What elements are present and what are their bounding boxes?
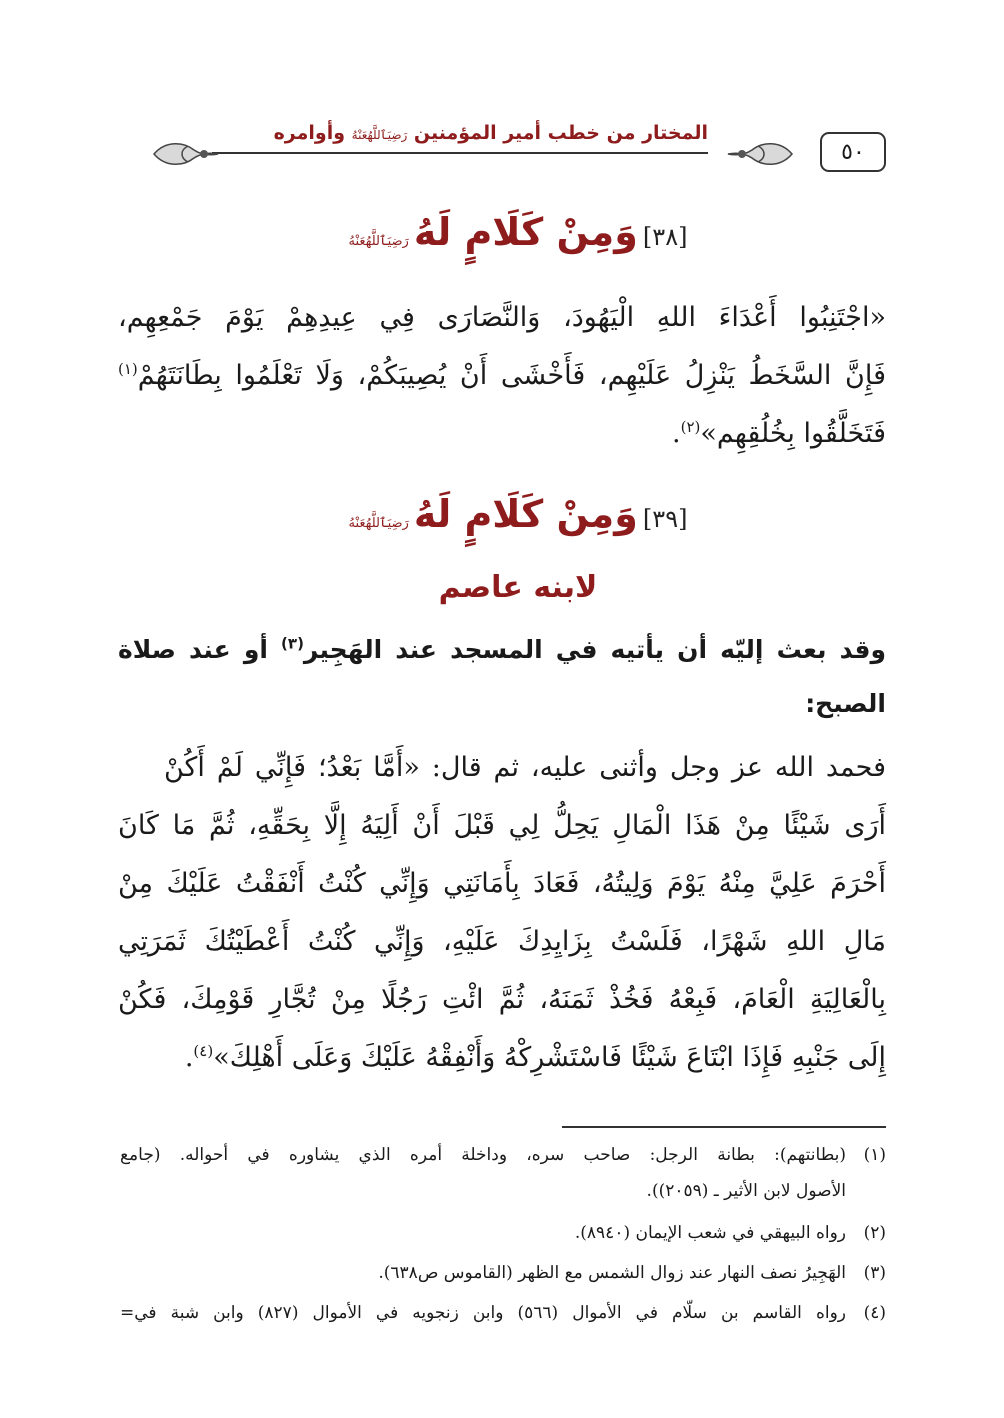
- footnote-1-text: (بطانتهم): بطانة الرجل: صاحب سره، وداخلة أمره الذي يشاوره في أحواله. (جامع: [120, 1145, 846, 1165]
- footnote-4-number: (٤): [863, 1303, 886, 1323]
- footnote-1-continuation: الأصول لابن الأثير ـ (٢٠٥٩)).: [646, 1181, 846, 1201]
- section-38-line-2: [118, 352, 886, 400]
- section-39-title: وَمِنْ كَلَامٍ لَهُ: [413, 492, 638, 536]
- section-38-honorific: رَضِيَٱللَّهُعَنْهُ: [348, 234, 409, 249]
- section-38-line-2-text: فَإِنَّ السَّخَطُ يَنْزِلُ عَلَيْهِم، فَأَخْشَى أَنْ يُصِيبَكُمْ، وَلَا تَعْلَمُوا بِطَانَتَهُمْ: [137, 360, 886, 391]
- section-39-number: [٣٩]: [642, 505, 688, 533]
- footnote-3: [118, 1258, 886, 1288]
- running-honorific: رَضِيَٱللَّهُعَنْهُ: [351, 128, 408, 142]
- section-39-body-line-5: بِالْعَالِيَةِ الْعَامَ، فَبِعْهُ فَخُذْ ثَمَنَهُ، ثُمَّ ائْتِ رَجُلًا مِنْ تُجَّارِ قَوْمِكَ، فَكُنْ: [118, 984, 886, 1015]
- section-39-body-line-6-text: إِلَى جَنْبِهِ فَإِذَا ابْتَاعَ شَيْئًا فَاسْتَشْرِكْهُ وَأَنْفِقْهُ عَلَيْكَ وَعَلَى أَهْلِكَ»: [213, 1042, 886, 1073]
- footnote-1-number: (١): [863, 1145, 886, 1165]
- section-38-line-1: «اجْتَنِبُوا أَعْدَاءَ اللهِ الْيَهُودَ، وَالنَّصَارَى فِي عِيدِهِمْ يَوْمَ جَمْعِهِم،: [118, 302, 886, 333]
- header-ornament-right-icon: [722, 136, 796, 172]
- section-38-number: [٣٨]: [642, 223, 688, 251]
- section-39-honorific: رَضِيَٱللَّهُعَنْهُ: [348, 516, 409, 531]
- section-38-title: وَمِنْ كَلَامٍ لَهُ: [413, 210, 638, 254]
- footnote-2-text: رواه البيهقي في شعب الإيمان (٨٩٤٠).: [574, 1223, 846, 1243]
- section-39-intro-line-2: الصبح:: [805, 689, 886, 718]
- section-39-period: .: [184, 1042, 194, 1073]
- section-39-heading: [150, 492, 886, 536]
- section-39-body-line-1: فحمد الله عز وجل وأثنى عليه، ثم قال: «أَمَّا بَعْدُ؛ فَإِنِّي لَمْ أَكُنْ: [164, 752, 886, 783]
- footnote-marker-4: (٤): [193, 1042, 214, 1060]
- section-39-body-line-4: مَالِ اللهِ شَهْرًا، فَلَسْتُ بِزَايِدِكَ عَلَيْهِ، وَإِنِّي كُنْتُ أَعْطَيْتُكَ ثَمَرَتِي: [118, 926, 886, 957]
- running-title-text: المختار من خطب أمير المؤمنين: [413, 122, 708, 144]
- section-39-subtitle: لابنه عاصم: [438, 570, 598, 605]
- running-title-suffix: وأوامره: [273, 122, 346, 144]
- running-header: [150, 118, 886, 178]
- section-39-intro-line-1: [118, 626, 886, 674]
- section-39-intro-text-2: أو عند صلاة: [118, 635, 268, 664]
- page-number: ٥٠: [820, 132, 886, 172]
- section-39-body-line-2: أَرَى شَيْئًا مِنْ هَذَا الْمَالِ يَحِلُّ لِي قَبْلَ أَنْ أَلِيَهُ إِلَّا بِحَقِّهِ، ثُمَّ مَا كَانَ: [118, 810, 886, 841]
- section-38-line-3-text: فَتَخَلَّقُوا بِخُلُقِهِم»: [700, 418, 886, 449]
- footnote-1: [118, 1140, 886, 1170]
- header-ornament-left-icon: [150, 136, 224, 172]
- section-39-intro-text: وقد بعث إليّه أن يأتيه في المسجد عند الهَجِير: [303, 635, 887, 664]
- footnote-marker-1: (١): [118, 360, 138, 378]
- section-38-line-3: [118, 410, 886, 458]
- footnote-marker-2: (٢): [680, 418, 701, 436]
- section-38-heading: [150, 210, 886, 254]
- section-38-period: .: [672, 418, 681, 449]
- footnote-2-number: (٢): [863, 1223, 886, 1243]
- running-title: [274, 122, 708, 144]
- footnote-4-text: رواه القاسم بن سلّام في الأموال (٥٦٦) وابن زنجويه في الأموال (٨٢٧) وابن شبة في=: [120, 1303, 847, 1323]
- section-39-body-line-3: أَحْرَمَ عَلِيَّ مِنْهُ يَوْمَ وَلِيتُهُ، فَعَادَ بِأَمَانَتِي وَإِنِّي كُنْتُ أَنْفَقْتُ عَلَيْكَ مِنْ: [118, 868, 886, 899]
- footnote-2: [118, 1218, 886, 1248]
- footnote-marker-3: (٣): [281, 634, 304, 653]
- header-rule: [212, 152, 708, 154]
- footnote-3-text: الهَجِيرُ نصف النهار عند زوال الشمس مع الظهر (القاموس ص٦٣٨).: [378, 1263, 846, 1283]
- footnote-4: [118, 1298, 886, 1328]
- section-39-body-line-6: [118, 1034, 886, 1082]
- footnote-3-number: (٣): [863, 1263, 886, 1283]
- footnote-rule: [562, 1126, 886, 1128]
